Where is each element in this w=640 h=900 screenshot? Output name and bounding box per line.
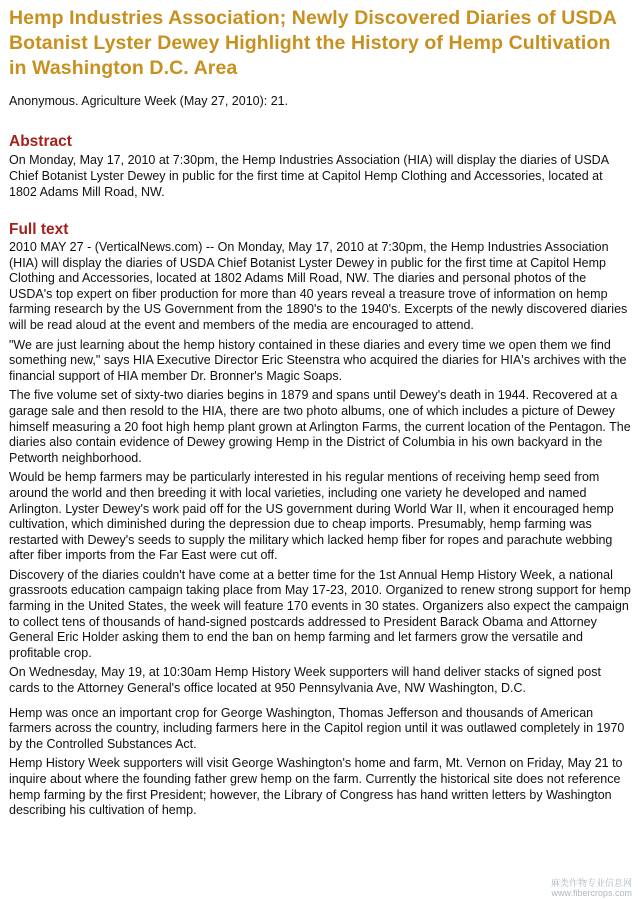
fulltext-paragraph: The five volume set of sixty-two diaries begins in 1879 and spans until Dewey's death in 1944. Recovered at a garage sale and then resold to the HIA, there are two photo albums, one of which includes a picture of Dewey himself measuring a 20 foot high hemp plant grown at Arlington Farms, the current location of the Pentagon. The diaries also contain evidence of Dewey growing Hemp in the District of Columbia in his own backyard in the Petworth neighborhood. <box>9 388 631 465</box>
fulltext-paragraph: Hemp was once an important crop for George Washington, Thomas Jefferson and thousands of American farmers across the country, including farmers here in the Capitol region until it was outlawed completely in 1970 by the Controlled Substances Act. <box>9 705 625 751</box>
watermark-url: www.fibercrops.com <box>551 888 632 898</box>
article-citation: Anonymous. Agriculture Week (May 27, 2010): 21. <box>9 94 289 108</box>
article-title: Hemp Industries Association; Newly Discovered Diaries of USDA Botanist Lyster Dewey Highlight the History of Hemp Cultivation in Washington D.C. Area <box>9 7 617 79</box>
abstract-heading: Abstract <box>9 133 72 150</box>
fulltext-paragraph: Hemp History Week supporters will visit George Washington's home and farm, Mt. Vernon on Friday, May 21 to inquire about where the founding father grew hemp on the farm. Currently the historical site does not reference hemp farming by the first President; however, the Library of Congress has hand written letters by Washington describing his cultivation of hemp. <box>9 756 623 818</box>
fulltext-paragraph: Discovery of the diaries couldn't have come at a better time for the 1st Annual Hemp History Week, a national grassroots education campaign taking place from May 17-23, 2010. Organized to renew strong support for hemp farming in the United States, the week will feature 170 events in 30 states. Organizers also expect the campaign to collect tens of thousands of hand-signed postcards addressed to President Barack Obama and Attorney General Eric Holder asking them to end the ban on hemp farming and let farmers grow the versatile and profitable crop. <box>9 567 631 660</box>
fulltext-heading: Full text <box>9 221 69 238</box>
fulltext-paragraph: 2010 MAY 27 - (VerticalNews.com) -- On Monday, May 17, 2010 at 7:30pm, the Hemp Industries Association (HIA) will display the diaries of USDA Chief Botanist Lyster Dewey in public for the first time at Capitol Hemp Clothing and Accessories, located at 1802 Adams Mill Road, NW. The diaries and personal photos of the USDA's top expert on fiber production for more than 40 years reveal a treasure trove of information on hemp farming research by the US Government from the 1890's to the 1940's. Excerpts of the newly discovered diaries will be read aloud at the event and members of the media are encouraged to attend. <box>9 240 628 332</box>
watermark-line: 麻类作物专业信息网 <box>550 878 632 888</box>
abstract-text: On Monday, May 17, 2010 at 7:30pm, the Hemp Industries Association (HIA) will display the diaries of USDA Chief Botanist Lyster Dewey in public for the first time at Capitol Hemp Clothing and Accessories, located at 1802 Adams Mill Road, NW. <box>9 153 609 199</box>
site-watermark <box>551 878 632 898</box>
fulltext-paragraph: "We are just learning about the hemp history contained in these diaries and every time we open them we find something new," says HIA Executive Director Eric Steenstra who acquired the diaries for HIA's archives with the financial support of HIA member Dr. Bronner's Magic Soaps. <box>9 337 627 383</box>
fulltext-paragraph: Would be hemp farmers may be particularly interested in his regular mentions of receiving hemp seed from around the world and then breeding it with local varieties, including one variety he developed and named Arlington. Lyster Dewey's work paid off for the US government during World War II, when it encouraged hemp cultivation, which diminished during the depression due to cheap imports. Presumably, hemp farming was restarted with Dewey's seeds to supply the military which lacked hemp fiber for ropes and parachute webbing after fiber imports from the Far East were cut off. <box>9 470 614 563</box>
fulltext-paragraph: On Wednesday, May 19, at 10:30am Hemp History Week supporters will hand deliver stacks of signed post cards to the Attorney General's office located at 950 Pennsylvania Ave, NW Washington, D.C. <box>9 665 601 696</box>
fulltext-body <box>9 240 631 819</box>
